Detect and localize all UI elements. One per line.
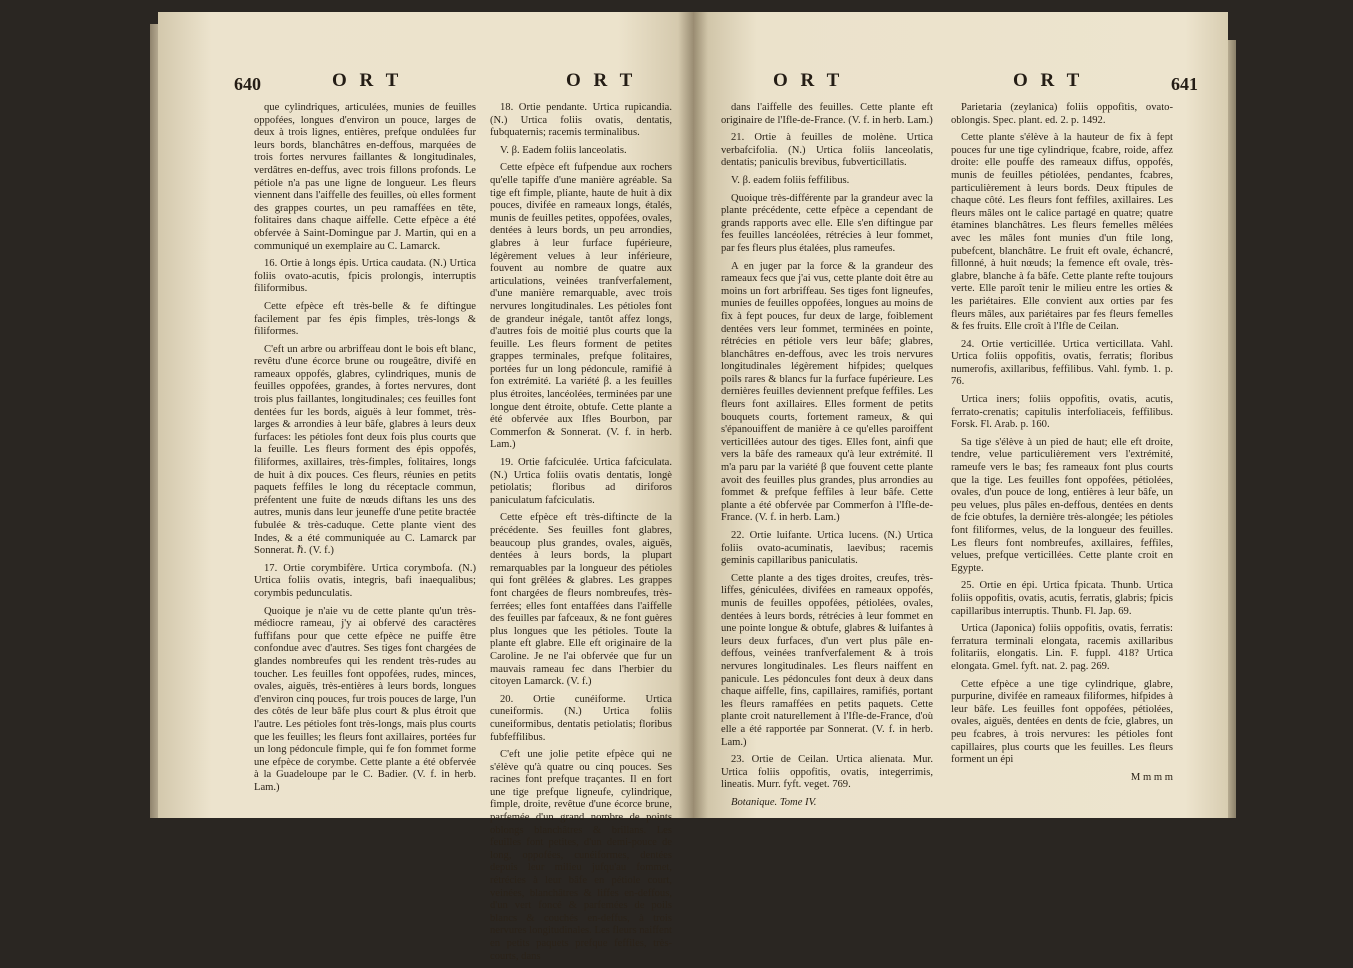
running-head-right-col2: O R T <box>1013 70 1084 91</box>
paragraph: A en juger par la force & la grandeur des rameaux fecs que j'ai vus, cette plante doit être au moins un fort arbriffeau. Ses tiges font ligneufes, munies de feuilles oppofées, longues au moins de fix à fept pouces, fur deux de large, foiblement dentées vers leur fommet, terminées en pointe, rétrécies en pétiole vers leur bâfe; glabres, blanchâtres en-deffous, avec les trois nervures longitudinales légèrement hifpides; quelques poils rares & blancs fur la furface fupérieure. Les dernières feuilles deviennent prefque feffiles. Les fleurs font axillaires. Elles forment de petits bouquets courts, fortement rameux, & qui s'épanouiffent de manière à ce qu'elles paroiffent verticillées autour des tiges. Elles font, ainfi que vers la bâfe des rameaux qu'à leur extrémité. Il m'a paru par la variété β que fouvent cette plante avoit des feuilles plus grandes, plus arrondies au fommet & prefque feffiles à leur bâfe. Cette plante a été obfervée par Commerfon à l'Ifle-de-France. (V. f. in herb. Lam.) <box>721 260 933 524</box>
left-page-column-1 <box>254 102 476 799</box>
left-page <box>158 12 693 962</box>
page-number-left: 640 <box>234 74 261 94</box>
entry-heading: 16. Ortie à longs épis. Urtica caudata. (N.) Urtica foliis ovato-acutis, fpicis prolongis, interruptis filiformibus. <box>254 258 476 295</box>
entry-heading: 18. Ortie pendante. Urtica rupicandia. (N.) Urtica foliis ovatis, dentatis, fubquaternis; racemis terminalibus. <box>490 102 672 139</box>
paragraph: Cette efpèce eft très-diftincte de la précédente. Ses feuilles font glabres, beaucoup plus grandes, ovales, aiguës, dentées à leurs bords, la plupart remarquables par la longueur des pétioles qui font grêlées & glabres. Les grappes font chargées de fleurs nombreufes, très-ferrées; elles font entaffées dans l'aiffelle des feuilles par fafceaux, & ne font guères plus longues que les pétioles. Toute la plante eft glabre. Elle eft originaire de la Caroline. Je ne l'ai obfervée que fur un mauvais rameau fec dans l'herbier du citoyen Lamarck. (V. f.) <box>490 512 672 688</box>
running-head-right-col1: O R T <box>773 70 844 91</box>
right-page-column-2 <box>951 102 1173 789</box>
paragraph: C'eft une jolie petite efpèce qui ne s'élève qu'à quatre ou cinq pouces. Ses racines font prefque traçantes. Il en fort une tige prefque ligneufe, cylindrique, fimple, droite, revêtue d'une écorce brune, parfemée d'un grand nombre de points oblongs blanchâtres & brillans. Les feuilles font petites, d'un demi-pouce de long, oppofées, cunéiformes, dentées depuis leur milieu jufqu'au fommet, rétrécies à leur bâfe en pétiole court, veinées, blanchâtres & liffes en-deffous, d'un vert foncé & parfemées de poils blancs & couchés en-deffus, à trois nervures longitudinales. Les fleurs naiffent en petits paquets prefque feffiles, très-courts, dans <box>490 749 672 962</box>
entry-heading: 17. Ortie corymbifère. Urtica corymbofa. (N.) Urtica foliis ovatis, integris, bafi inaequalibus; corymbis pedunculatis. <box>254 562 476 599</box>
page-number-right: 641 <box>1171 74 1198 94</box>
signature-footer: Botanique. Tome IV. <box>731 796 817 808</box>
left-page-column-2 <box>490 102 672 968</box>
paragraph: Quoique très-différente par la grandeur avec la plante précédente, cette efpèce a cependant de grands rapports avec elle. Elle s'en diftingue par fes feuilles lancéolées, rétrécies à leur fommet, par fes fleurs plus étalées, plus rameufes. <box>721 192 933 254</box>
entry-heading: 24. Ortie verticillée. Urtica verticillata. Vahl. Urtica foliis oppofitis, ovatis, ferratis; floribus numerofis, axillaribus, feffilibus. Vahl. fymb. 1. p. 76. <box>951 338 1173 388</box>
paragraph: dans l'aiffelle des feuilles. Cette plante eft originaire de l'Ifle-de-France. (V. f. in herb. Lam.) <box>721 102 933 126</box>
variety-line: V. β. eadem foliis feffilibus. <box>731 174 850 186</box>
paragraph: C'eft un arbre ou arbriffeau dont le bois eft blanc, revêtu d'une écorce brune ou rougeâtre, divifé en rameaux oppofés, glabres, cylindriques, munis de feuilles oppofées, grandes, à fortes nervures, dont trois plus faillantes, longitudinales; ces feuilles font dentées fur les bords, aiguës à leur fommet, très-larges & arrondies à leur bâfe, glabres à leurs deux furfaces: les pétioles font deux fois plus courts que la feuille. Les fleurs forment des épis oppofés, filiformes, axillaires, très-fimples, folitaires, longs de huit à dix pouces. Ces fleurs, réunies en petits paquets feffiles le long du réceptacle commun, préfentent une fuite de nœuds diftans les uns des autres, munis dans leur jeuneffe d'une petite bractée fubulée & très-caduque. Cette plante vient des Indes, & a été communiquée au C. Lamarck par Sonnerat. ℏ. (V. f.) <box>254 343 476 557</box>
paragraph: que cylindriques, articulées, munies de feuilles oppofées, longues d'environ un pouce, larges de deux à trois lignes, entières, prefque ondulées fur leurs bords, blanchâtres en-deffous, marquées de trois fortes nervures faillantes & longitudinales, verdâtres en-deffus, avec trois fillons profonds. Le pétiole n'a pas une ligne de longueur. Les fleurs viennent dans l'aiffelle des feuilles, où elles forment des grappes courtes, un peu ramaffées en tête, folitaires dans chaque aiffelle. Cette efpèce a été obfervée à Saint-Domingue par J. Martin, qui en a communiqué un exemplaire au C. Lamarck. <box>254 102 476 252</box>
variety-line: V. β. Eadem foliis lanceolatis. <box>500 144 627 156</box>
paragraph: Cette plante s'élève à la hauteur de fix à fept pouces fur une tige cylindrique, fcabre, roide, affez droite: elle pouffe des rameaux diffus, oppofés, munis de feuilles pétiolées, pendantes, fcabres, particulièrement à leurs bords. Deux ftipules de chaque côté. Les fleurs font feffiles, axillaires. Les fleurs mâles ont le calice partagé en quatre; quatre étamines blanchâtres. Les fleurs femelles mêlées avec les mâles font munies d'un ftile long, pubefcent, blanchâtre. Le fruit eft ovale, échancré, fillonné, à huit nœuds; la femence eft ovale, très-glabre, blanche à fa bâfe. Cette plante refte toujours verte. Elle paroît tenir le milieu entre les orties & les pariétaires. Elle convient aux orties par fes fleurs mâles, aux pariétaires par fes fleurs femelles & fes fruits. Elle croît à l'Ifle de Ceilan. <box>951 132 1173 333</box>
right-page <box>693 12 1228 818</box>
entry-heading: 25. Ortie en épi. Urtica fpicata. Thunb. Urtica foliis oppofitis, ovatis, acutis, ferratis, glabris; fpicis capillaribus interruptis. Thunb. Fl. Jap. 69. <box>951 580 1173 617</box>
entry-heading: 19. Ortie fafciculée. Urtica fafciculata. (N.) Urtica foliis ovatis dentatis, longè petiolatis; floribus ad diriforos paniculatum fafciculatis. <box>490 457 672 506</box>
paragraph: Cette efpèce a une tige cylindrique, glabre, purpurine, divifée en rameaux filiformes, hifpides à leur bâfe. Les feuilles font oppofées, pétiolées, ovales, aiguës, dentées en dents de fcie, glabres, un peu fcabres, à trois nervures: les pétioles font capillaires, plus courts que les feuilles. Les fleurs forment un épi <box>951 678 1173 766</box>
paragraph: Parietaria (zeylanica) foliis oppofitis, ovato-oblongis. Spec. plant. ed. 2. p. 1492. <box>951 102 1173 126</box>
entry-heading: 23. Ortie de Ceilan. Urtica alienata. Mur. Urtica foliis oppofitis, ovatis, integerrimis, lineatis. Murr. fyft. veget. 769. <box>721 754 933 791</box>
paragraph: Cette efpèce eft très-belle & fe diftingue facilement par fes épis fimples, très-longs & filiformes. <box>254 300 476 338</box>
paragraph: Quoique je n'aie vu de cette plante qu'un très-médiocre rameau, j'y ai obfervé des caractères fuffifans pour que cette efpèce ne puiffe être confondue avec d'autres. Ses tiges font chargées de glandes nombreufes qui les rendent très-rudes au toucher. Les feuilles font oppofées, rudes, minces, ovales, aiguës, très-entières à leurs bords, longues d'environ cinq pouces, fur trois pouces de large, l'un des côtés de leur bâfe plus court & plus étroit que l'autre. Les pétioles font très-longs, mais plus courts que les feuilles; les fleurs font axillaires, portées fur un long pédoncule fimple, qui fe fon fommet forme une efpèce de corymbe. Cette plante a été obfervée à la Guadeloupe par le C. Badier. (V. f. in herb. Lam.) <box>254 605 476 793</box>
signature-mark: M m m m <box>1130 771 1173 783</box>
paragraph: Cette efpèce eft fufpendue aux rochers qu'elle tapiffe d'une manière agréable. Sa tige eft fimple, pliante, haute de huit à dix pouces, divifée en rameaux longs, étalés, munis de feuilles petites, oppofées, ovales, dentées à leurs bords, un peu arrondies, glabres à leur furface fupérieure, légèrement velues à leur inférieure, fouvent au nombre de quatre aux articulations, veinées tranfverfalement, d'une manière remarquable, avec trois nervures longitudinales. Les pétioles font de grandeur inégale, tantôt affez longs, d'autres fois de moitié plus courts que la feuille. Les fleurs forment de petites grappes terminales, prefque folitaires, portées fur un long pédoncule, ramifié à fon extrémité. La variété β. a les feuilles plus étroites, lancéolées, terminées par une longue dent étroite, obtufe. Cette plante a été obfervée aux Ifles Bourbon, par Commerfon & Sonnerat. (V. f. in herb. Lam.) <box>490 162 672 451</box>
paragraph: Sa tige s'élève à un pied de haut; elle eft droite, tendre, velue particulièrement vers l'extrémité, rameufe vers le bas; fes rameaux font plus courts que la tige. Les feuilles font oppofées, pétiolées, ovales, d'un pouce de long, entières à leur bâfe, un peu velues, plus pâles en-deffous, dentées en dents de fcie obtufes, la dernière très-alongée; les pétioles font filiformes, velus, de la longueur des feuilles. Les fleurs font nombreufes, axillaires, feffiles, velues, prefque verticillées. Cette plante croit en Egypte. <box>951 436 1173 574</box>
open-book <box>158 12 1228 962</box>
synonym: Urtica iners; foliis oppofitis, ovatis, acutis, ferrato-crenatis; capitulis interfoliaceis, feffilibus. Forsk. Fl. Arab. p. 160. <box>951 394 1173 431</box>
right-page-column-1 <box>721 102 933 814</box>
entry-heading: 22. Ortie luifante. Urtica lucens. (N.) Urtica foliis ovato-acuminatis, laevibus; racemis geminis capillaribus paniculatis. <box>721 530 933 567</box>
synonym: Urtica (Japonica) foliis oppofitis, ovatis, ferratis: ferratura terminali elongata, racemis axillaribus folitariis, elongatis. Lin. F. fuppl. 418? Urtica elongata. Gmel. fyft. nat. 2. pag. 269. <box>951 623 1173 672</box>
running-head-left-col2: O R T <box>566 70 637 91</box>
entry-heading: 21. Ortie à feuilles de molène. Urtica verbafcifolia. (N.) Urtica foliis lanceolatis, dentatis; paniculis brevibus, fubverticillatis. <box>721 132 933 169</box>
paragraph: Cette plante a des tiges droites, creufes, très-liffes, géniculées, divifées en rameaux oppofés, munis de feuilles oppofées, pétiolées, ovales, dentées à leurs bords, rétrécies à leur fommet en une pointe longue & obtufe, glabres & luifantes à leurs deux furfaces, d'un vert plus pâle en-deffous, veinées tranfverfalement & à trois nervures longitudinales. Les fleurs naiffent en panicule. Les pédoncules font deux à deux dans chaque aiffelle, fins, capillaires, ramifiés, portant les fleurs ramaffées en petits paquets. Cette plante croit naturellement à l'Ifle-de-France, d'où elle a été rapportée par Sonnerat. (V. f. in herb. Lam.) <box>721 572 933 748</box>
entry-heading: 20. Ortie cunéiforme. Urtica cuneiformis. (N.) Urtica foliis cuneiformibus, dentatis petiolatis; floribus fubfeffilibus. <box>490 693 672 743</box>
running-head-left-col1: O R T <box>332 70 403 91</box>
